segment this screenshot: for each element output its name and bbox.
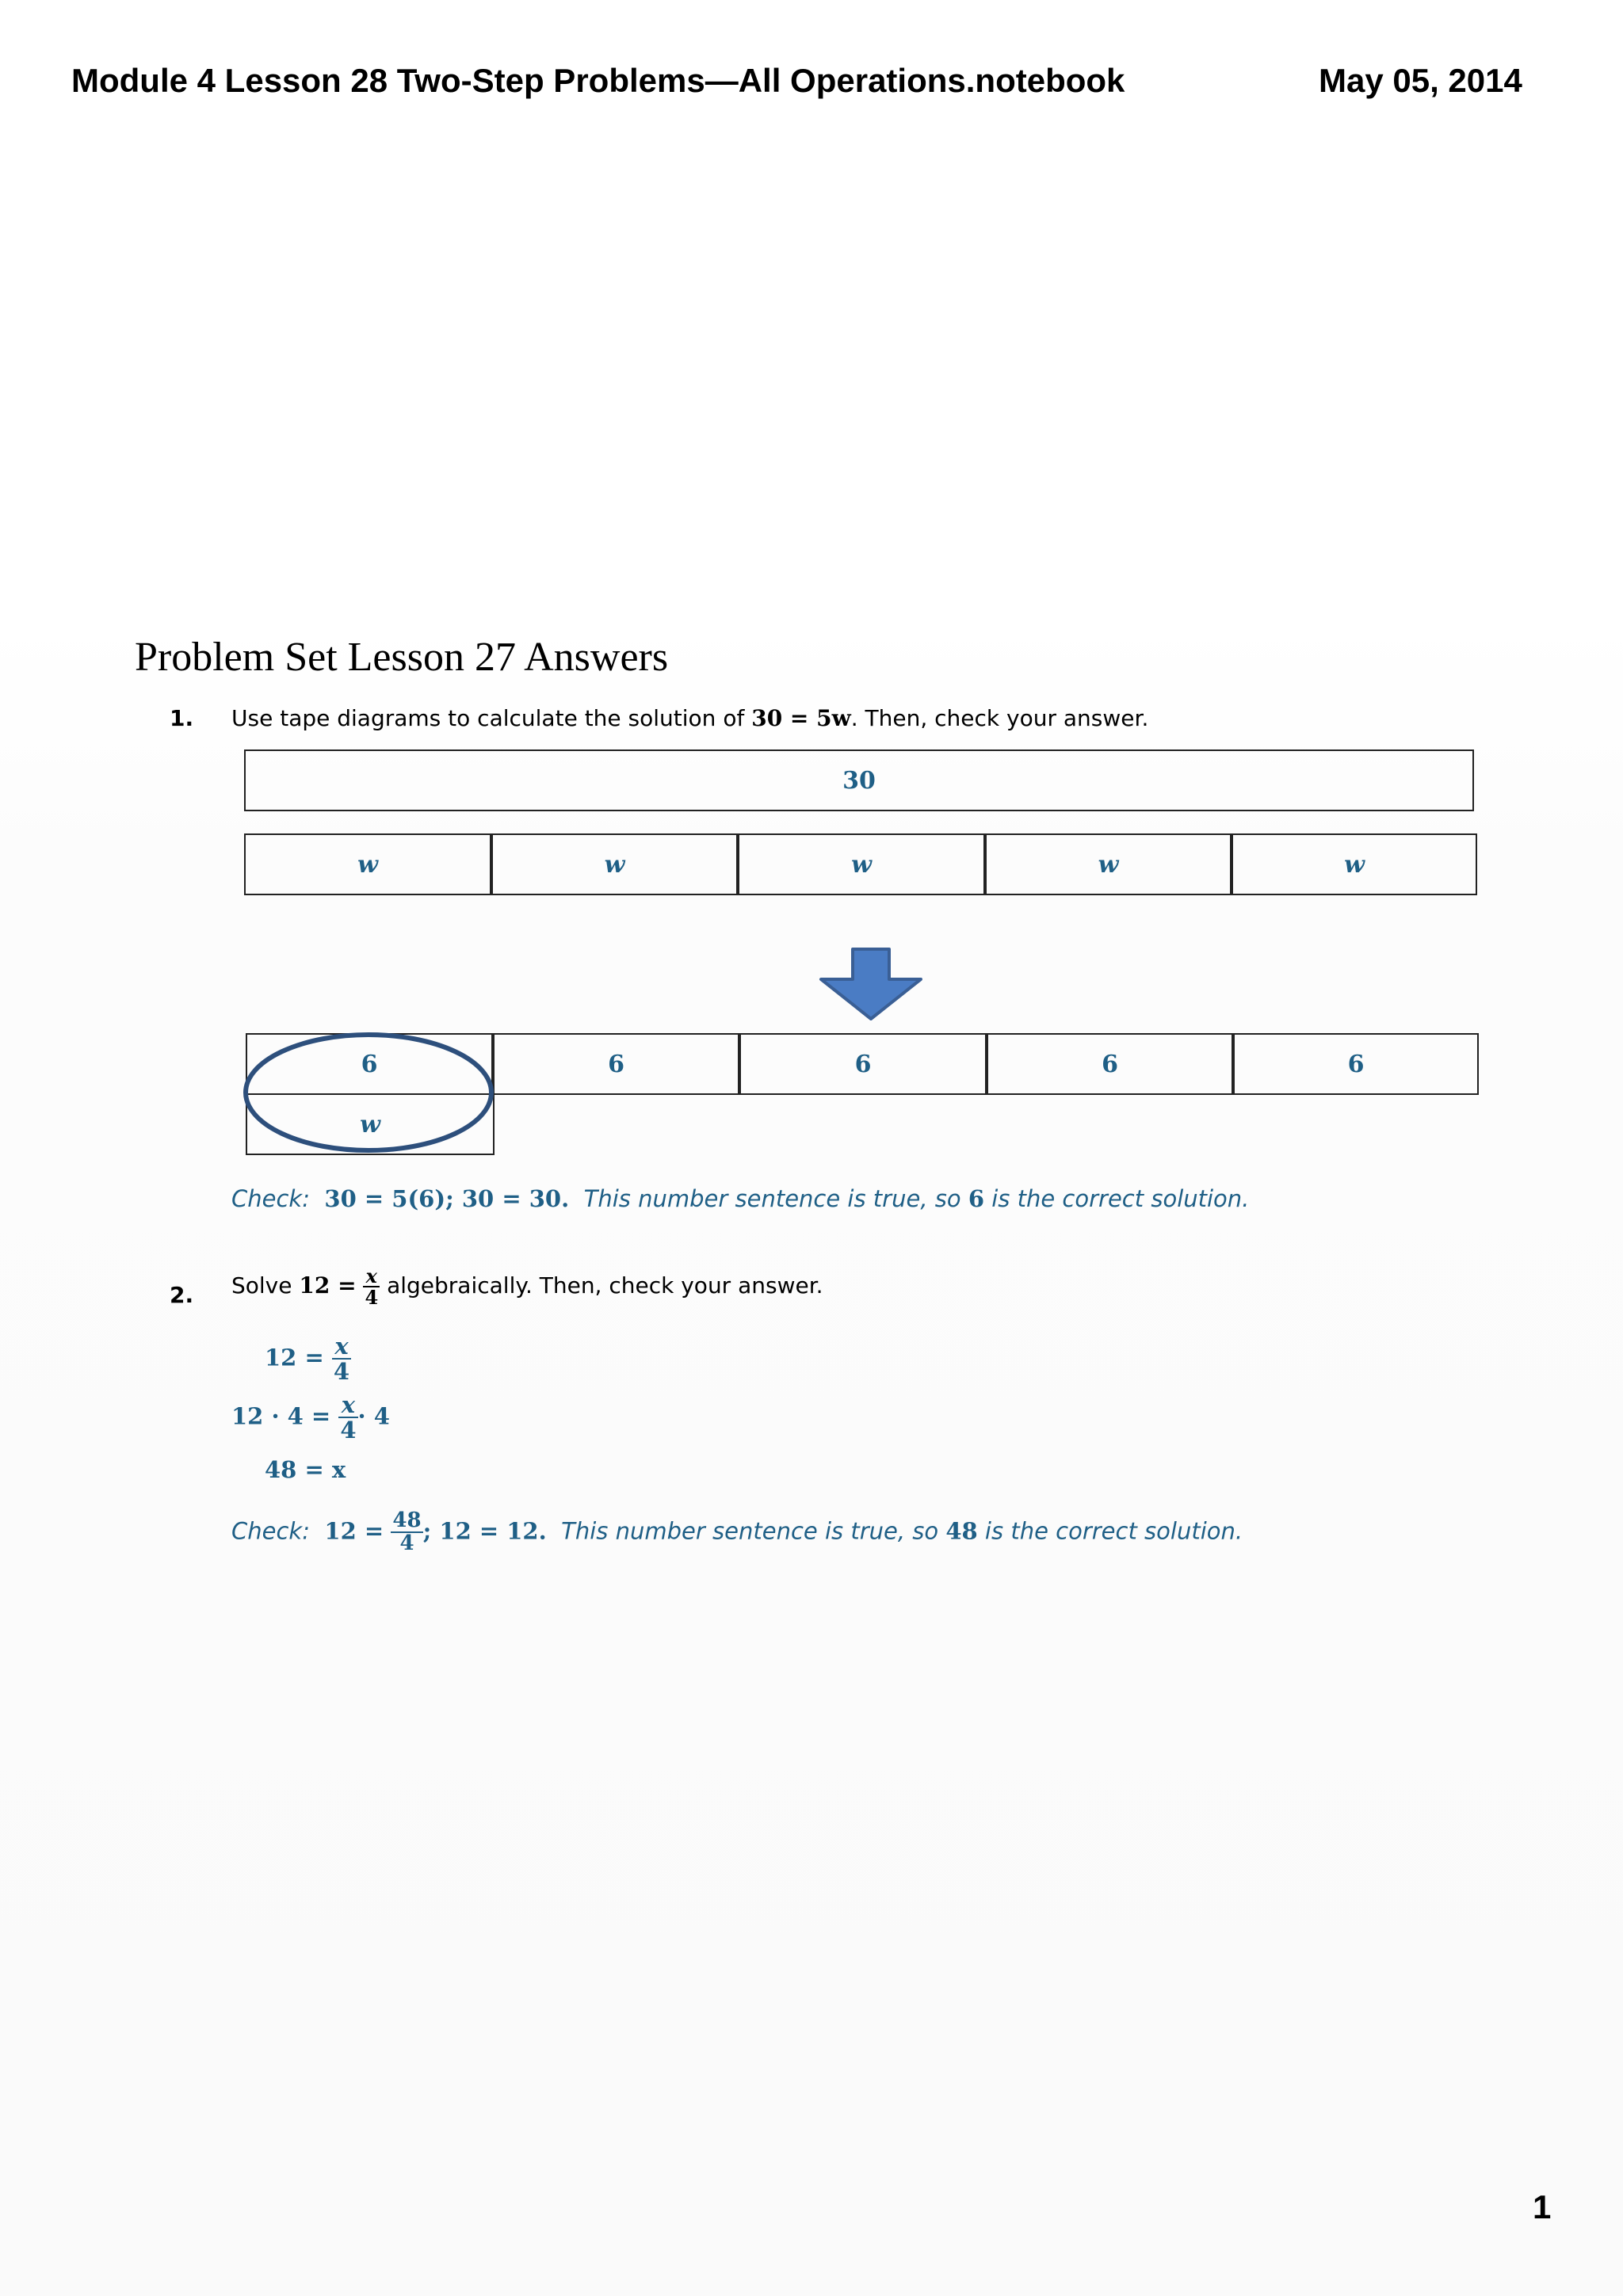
problem-2-equation-lhs: 12 =	[299, 1272, 357, 1299]
tape-part-label: w	[604, 850, 625, 879]
notebook-title: Module 4 Lesson 28 Two-Step Problems—All Operations.notebook	[71, 62, 1125, 99]
fraction-denominator: 4	[399, 1531, 414, 1556]
step-2-rhs: · 4	[357, 1402, 390, 1430]
fraction-numerator: 48	[392, 1508, 422, 1532]
problem-1-check	[231, 1185, 1249, 1212]
tape-value	[739, 1033, 987, 1095]
problem-2-check	[231, 1510, 1243, 1555]
problem-2-number: 2.	[170, 1282, 194, 1308]
tape-part-label: w	[1098, 850, 1119, 879]
answer-highlight-ellipse	[238, 1028, 499, 1157]
tape-value-label: 6	[361, 1050, 378, 1078]
problem-2-check-rest: ; 12 = 12.	[422, 1517, 547, 1545]
tape-total-label: 30	[842, 766, 876, 795]
problem-2-fraction	[363, 1264, 380, 1310]
tape-part	[244, 833, 491, 895]
solution-step-3	[265, 1456, 346, 1483]
tape-value	[987, 1033, 1233, 1095]
solution-step-1	[265, 1334, 351, 1384]
fraction-denominator: 4	[333, 1358, 350, 1386]
problem-1-check-label: Check:	[231, 1185, 310, 1212]
tape-part-label: w	[357, 850, 378, 879]
tape-answer-label: w	[360, 1110, 380, 1138]
tape-value	[1233, 1033, 1479, 1095]
fraction-numerator: x	[332, 1334, 351, 1360]
tape-part	[985, 833, 1232, 895]
fraction-numerator: x	[363, 1266, 380, 1287]
problem-2-check-label: Check:	[231, 1517, 310, 1545]
tape-total	[244, 749, 1474, 811]
tape-part-label: w	[851, 850, 872, 879]
solution-step-2	[231, 1393, 390, 1443]
step-3-equation: 48 = x	[265, 1456, 346, 1483]
step-1-lhs: 12 =	[265, 1344, 324, 1371]
tape-part-label: w	[1344, 850, 1365, 879]
problem-1-prompt	[231, 705, 1148, 731]
tape-value-label: 6	[854, 1050, 872, 1078]
problem-1-number: 1.	[170, 705, 194, 731]
down-arrow-icon	[816, 948, 926, 1022]
problem-1-equation: 30 = 5w	[751, 705, 851, 731]
notebook-date: May 05, 2014	[1319, 62, 1522, 99]
problem-2-prompt-text: Solve	[231, 1272, 300, 1299]
tape-value-label: 6	[1347, 1050, 1365, 1078]
problem-1-check-tail: is the correct solution.	[984, 1185, 1250, 1212]
section-title: Problem Set Lesson 27 Answers	[135, 635, 669, 680]
problem-2-check-fraction	[391, 1510, 422, 1555]
problem-2-check-lhs: 12 =	[324, 1517, 384, 1545]
problem-1-check-text: This number sentence is true, so	[583, 1185, 968, 1212]
tape-value-label: 6	[608, 1050, 624, 1078]
tape-part	[738, 833, 985, 895]
fraction-denominator: 4	[365, 1286, 379, 1310]
problem-2-check-tail: is the correct solution.	[977, 1517, 1243, 1545]
tape-part	[491, 833, 738, 895]
problem-2-prompt	[231, 1264, 823, 1310]
problem-1-check-math: 30 = 5(6); 30 = 30.	[324, 1185, 570, 1212]
problem-1-prompt-text: Use tape diagrams to calculate the solution of	[231, 705, 752, 731]
problem-2-prompt-tail: algebraically. Then, check your answer.	[380, 1272, 823, 1299]
fraction-denominator: 4	[340, 1417, 357, 1444]
fraction-numerator: x	[338, 1393, 357, 1418]
step-1-fraction	[332, 1334, 351, 1384]
problem-2-check-text: This number sentence is true, so	[561, 1517, 946, 1545]
tape-value-label: 6	[1102, 1050, 1118, 1078]
page-number: 1	[1533, 2188, 1552, 2225]
problem-2-check-value: 48	[945, 1517, 978, 1545]
step-2-fraction	[338, 1393, 357, 1443]
tape-part	[1232, 833, 1477, 895]
tape-value	[493, 1033, 739, 1095]
step-2-lhs: 12 · 4 =	[231, 1402, 331, 1430]
problem-1-check-value: 6	[968, 1185, 985, 1212]
problem-1-prompt-tail: . Then, check your answer.	[850, 705, 1149, 731]
